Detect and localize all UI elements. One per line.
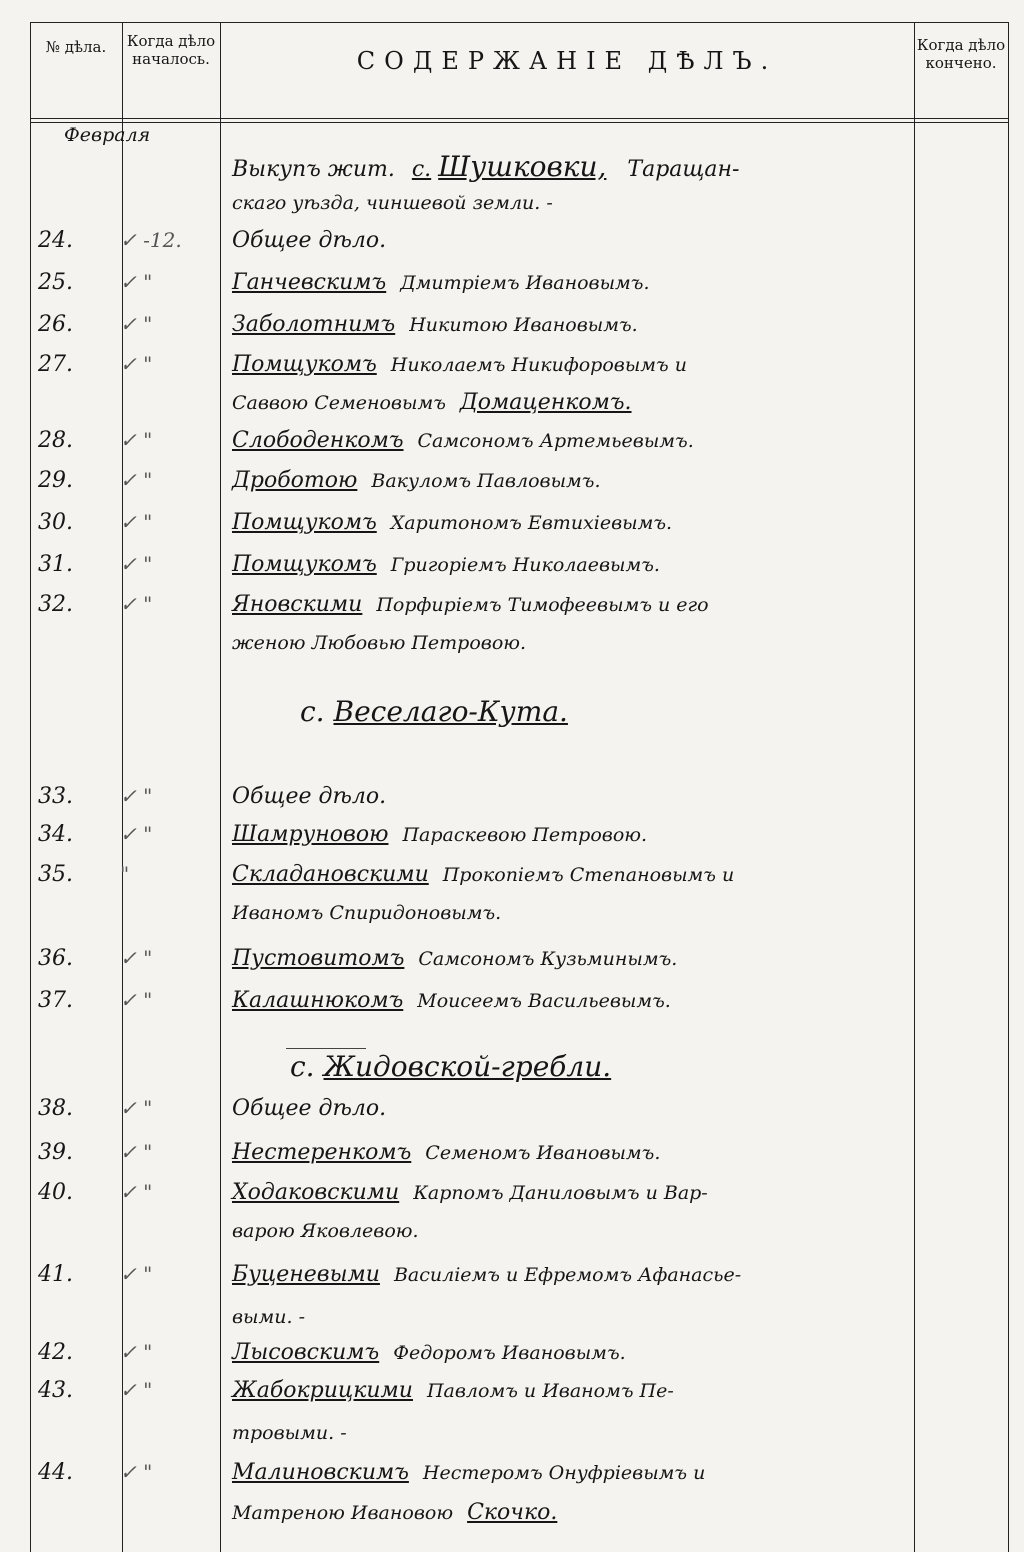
case-entry <box>232 1140 922 1165</box>
intro-line-2: скаго уѣзда, чиншевой земли. - <box>232 192 553 214</box>
party-details: Самсономъ Кузьминымъ. <box>418 948 678 970</box>
party-surname: Складановскими <box>232 862 429 887</box>
start-mark: ✓ " <box>120 1140 153 1164</box>
party-surname: Помщукомъ <box>232 552 377 577</box>
section-heading <box>290 1050 625 1083</box>
case-entry <box>232 592 922 617</box>
intro-text: Выкупъ жит. <box>232 157 395 182</box>
start-mark: ✓ " <box>120 1262 153 1286</box>
case-entry <box>232 312 922 337</box>
party-details: Параскевою Петровою. <box>402 824 648 846</box>
case-entry <box>232 902 922 924</box>
column-rule <box>220 22 221 1552</box>
party-details: Самсономъ Артемьевымъ. <box>417 430 694 452</box>
party-surname: Лысовскимъ <box>232 1340 380 1365</box>
case-entry <box>232 1220 922 1242</box>
case-number: 38. <box>38 1096 73 1121</box>
case-entry <box>232 632 922 654</box>
party-details: Нестеромъ Онуфріевымъ и <box>422 1462 706 1484</box>
party-surname: Ходаковскими <box>232 1180 400 1205</box>
case-number: 32. <box>38 592 73 617</box>
case-entry <box>232 352 922 377</box>
case-entry <box>232 862 922 887</box>
start-mark: ✓ " <box>120 1096 153 1120</box>
party-surname: Дроботою <box>232 468 358 493</box>
party-details: Дмитріемъ Ивановымъ. <box>400 272 650 294</box>
party-surname: Ганчевскимъ <box>232 270 387 295</box>
column-header-case-number: № дѣла. <box>45 38 107 56</box>
case-number: 25. <box>38 270 73 295</box>
party-details: женою Любовью Петровою. <box>232 632 527 654</box>
start-mark: ✓ " <box>120 988 153 1012</box>
column-rule <box>1008 22 1009 1552</box>
case-entry <box>232 1500 922 1525</box>
party-surname: Яновскими <box>232 592 363 617</box>
party-details: Моисеемъ Васильевымъ. <box>417 990 671 1012</box>
intro-line <box>232 150 922 183</box>
start-mark: ✓ " <box>120 1340 153 1364</box>
case-number: 43. <box>38 1378 73 1403</box>
party-details: Николаемъ Никифоровымъ и <box>390 354 687 376</box>
start-mark: ✓ " <box>120 592 153 616</box>
party-surname: Жабокрицкими <box>232 1378 413 1403</box>
party-details: Никитою Ивановымъ. <box>409 314 638 336</box>
start-mark: ✓ " <box>120 312 153 336</box>
case-entry <box>232 552 922 577</box>
party-details: Григоріемъ Николаевымъ. <box>390 554 660 576</box>
section-village: Веселаго-Кута. <box>333 695 568 728</box>
party-surname: Шамруновою <box>232 822 389 847</box>
case-number: 37. <box>38 988 73 1013</box>
case-number: 42. <box>38 1340 73 1365</box>
party-details: Василіемъ и Ефремомъ Афанасье- <box>393 1264 742 1286</box>
party-details: Вакуломъ Павловымъ. <box>371 470 601 492</box>
case-number: 29. <box>38 468 73 493</box>
start-mark: ✓ " <box>120 1460 153 1484</box>
case-number: 24. <box>38 228 73 253</box>
party-details: Карпомъ Даниловымъ и Вар- <box>413 1182 708 1204</box>
month-label: Февраля <box>64 124 151 146</box>
case-entry <box>232 946 922 971</box>
start-mark: ✓ " <box>120 270 153 294</box>
header-rule <box>30 118 1008 119</box>
case-number: 26. <box>38 312 73 337</box>
case-entry <box>232 1096 922 1121</box>
case-entry <box>232 1340 922 1365</box>
case-number: 39. <box>38 1140 73 1165</box>
party-surname: Нестеренкомъ <box>232 1140 412 1165</box>
party-surname: Малиновскимъ <box>232 1460 409 1485</box>
case-number: 28. <box>38 428 73 453</box>
case-entry <box>232 988 922 1013</box>
start-mark: ✓ " <box>120 784 153 808</box>
start-mark: " <box>120 862 130 886</box>
start-mark: ✓ " <box>120 510 153 534</box>
divider <box>286 1048 366 1049</box>
case-entry <box>232 1460 922 1485</box>
party-details: Порфиріемъ Тимофеевымъ и его <box>376 594 709 616</box>
party-surname: Помщукомъ <box>232 510 377 535</box>
case-entry <box>232 390 922 415</box>
case-entry <box>232 510 922 535</box>
section-prefix: с. <box>290 1050 315 1083</box>
case-number: 41. <box>38 1262 73 1287</box>
party-details: Павломъ и Иваномъ Пе- <box>426 1380 674 1402</box>
start-mark: ✓ " <box>120 1378 153 1402</box>
case-entry <box>232 468 922 493</box>
case-number: 34. <box>38 822 73 847</box>
case-number: 35. <box>38 862 73 887</box>
village-name: Шушковки, <box>438 150 607 183</box>
party-surname: Общее дѣло. <box>232 784 387 809</box>
party-details: Семеномъ Ивановымъ. <box>425 1142 661 1164</box>
party-surname: Пустовитомъ <box>232 946 405 971</box>
top-rule <box>30 22 1008 23</box>
party-details: варою Яковлевою. <box>232 1220 419 1242</box>
case-number: 31. <box>38 552 73 577</box>
party-surname: Общее дѣло. <box>232 1096 387 1121</box>
party-surname: Слободенкомъ <box>232 428 404 453</box>
party-details: Федоромъ Ивановымъ. <box>393 1342 626 1364</box>
case-number: 33. <box>38 784 73 809</box>
party-surname: Общее дѣло. <box>232 228 387 253</box>
case-entry <box>232 1180 922 1205</box>
party-surname: Помщукомъ <box>232 352 377 377</box>
party-surname: Буценевыми <box>232 1262 380 1287</box>
case-entry <box>232 1378 922 1403</box>
case-number: 44. <box>38 1460 73 1485</box>
party-details: Харитономъ Евтихіевымъ. <box>390 512 673 534</box>
start-mark: ✓ " <box>120 428 153 452</box>
party-details: тровыми. - <box>232 1422 347 1444</box>
start-mark: ✓ " <box>120 946 153 970</box>
column-rule <box>30 22 31 1552</box>
party-surname: Заболотнимъ <box>232 312 396 337</box>
party-surname: Скочко. <box>467 1500 558 1525</box>
case-entry <box>232 784 922 809</box>
section-heading <box>300 695 582 728</box>
start-mark: ✓ " <box>120 468 153 492</box>
case-entry <box>232 270 922 295</box>
party-details: Саввою Семеновымъ <box>232 392 446 414</box>
party-surname: Калашнюкомъ <box>232 988 404 1013</box>
party-details: Матреною Ивановою <box>232 1502 454 1524</box>
case-entry <box>232 1422 922 1444</box>
case-number: 36. <box>38 946 73 971</box>
case-number: 30. <box>38 510 73 535</box>
case-entry <box>232 1262 922 1287</box>
party-details: Иваномъ Спиридоновымъ. <box>232 902 502 924</box>
intro-text-tail: Таращан- <box>627 157 740 182</box>
party-details: Прокопіемъ Степановымъ и <box>442 864 735 886</box>
start-mark: ✓ " <box>120 552 153 576</box>
party-details: выми. - <box>232 1306 306 1328</box>
column-header-end-date: Когда дѣло кончено. <box>916 36 1006 72</box>
case-entry <box>232 428 922 453</box>
page-title: СОДЕРЖАНІЕ ДѢЛЪ. <box>356 47 778 75</box>
intro-c: с. <box>411 157 432 182</box>
party-surname: Домаценкомъ. <box>459 390 632 415</box>
case-number: 40. <box>38 1180 73 1205</box>
case-entry <box>232 1306 922 1328</box>
start-mark: ✓ -12. <box>120 228 182 252</box>
column-header-start-date: Когда дѣло началось. <box>126 32 216 68</box>
case-entry <box>232 228 922 253</box>
section-prefix: с. <box>300 695 325 728</box>
start-mark: ✓ " <box>120 352 153 376</box>
start-mark: ✓ " <box>120 822 153 846</box>
case-number: 27. <box>38 352 73 377</box>
header-rule-double <box>30 122 1008 123</box>
section-village: Жидовской-гребли. <box>323 1050 612 1083</box>
case-entry <box>232 822 922 847</box>
start-mark: ✓ " <box>120 1180 153 1204</box>
